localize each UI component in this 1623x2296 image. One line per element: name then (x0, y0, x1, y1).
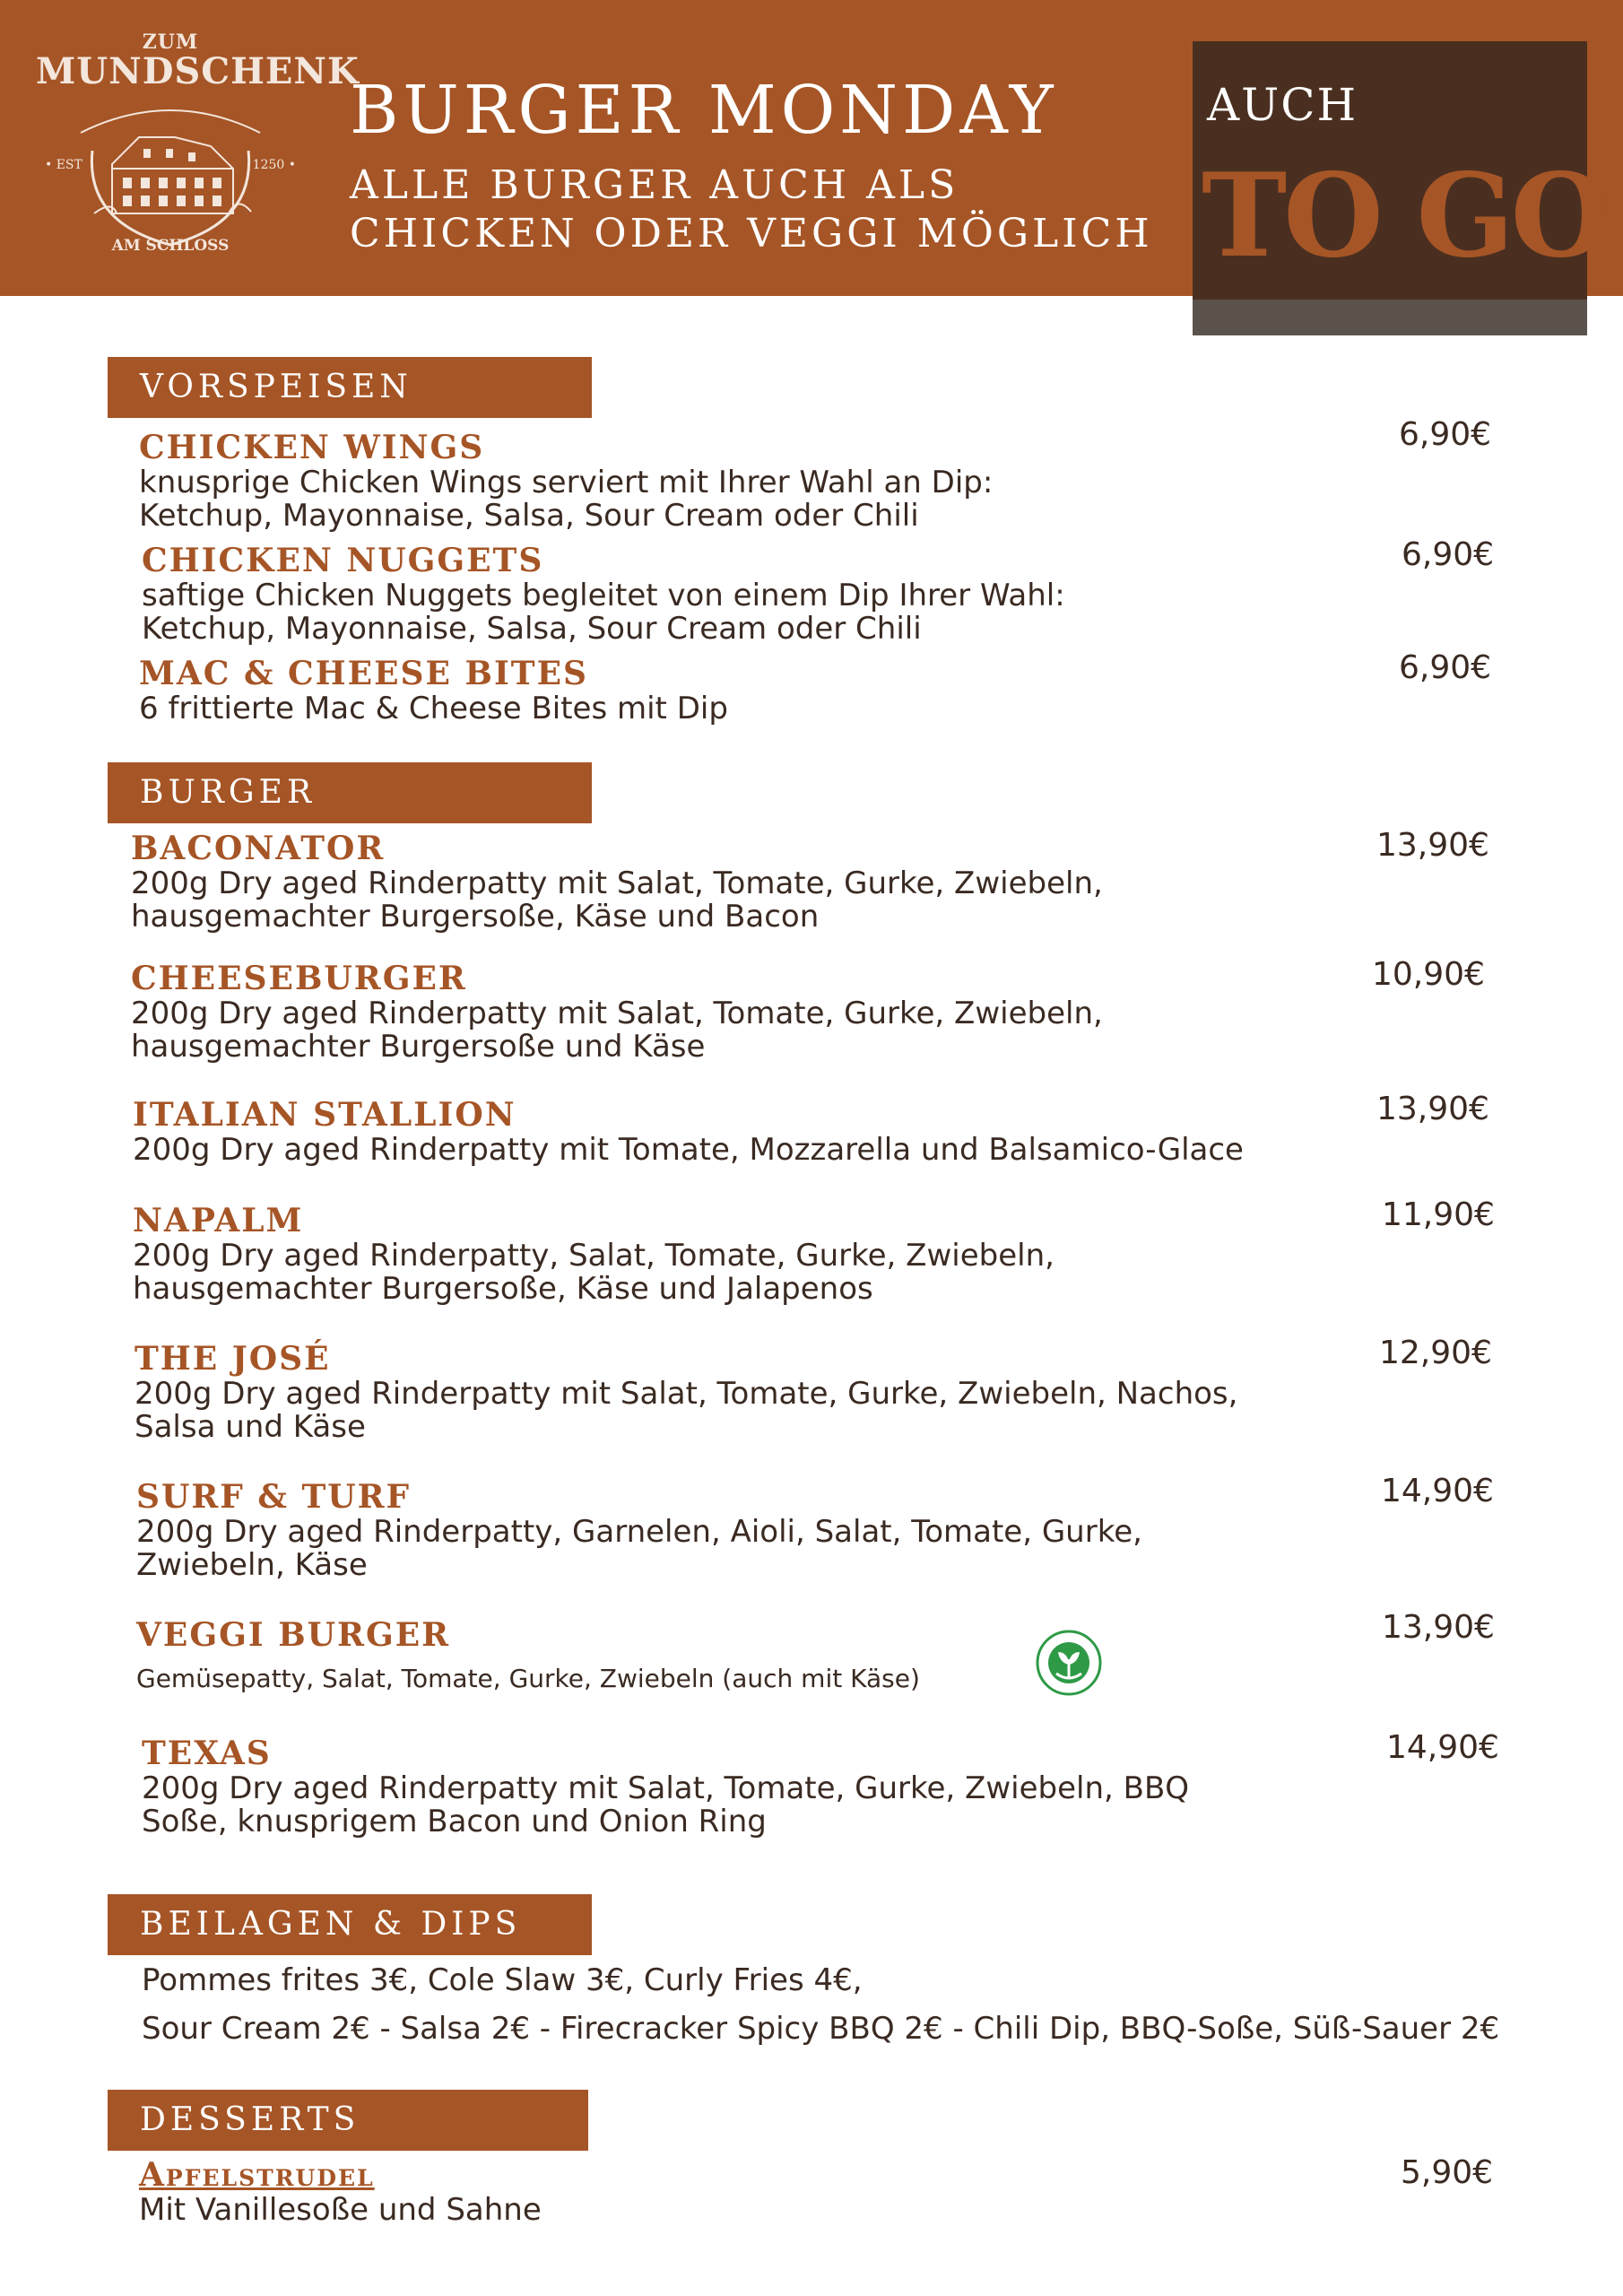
item-price: 13,90€ (1376, 827, 1489, 864)
menu-item (136, 1616, 1571, 1697)
menu-item (142, 542, 1576, 646)
building-illustration-icon (76, 97, 265, 249)
item-name: Apfelstrudel (139, 2156, 375, 2194)
auch-label: AUCH (1207, 79, 1358, 131)
item-price: 13,90€ (1382, 1609, 1495, 1646)
menu-item (133, 1202, 1567, 1306)
item-name: CHEESEBURGER (131, 960, 467, 997)
subtitle-line-1: ALLE BURGER AUCH ALS (350, 162, 959, 208)
item-price: 5,90€ (1401, 2154, 1494, 2191)
menu-item (139, 2156, 1574, 2227)
item-description: 6 frittierte Mac & Cheese Bites mit Dip (139, 691, 728, 726)
to-go-label: TO GO (1202, 149, 1608, 283)
item-price: 6,90€ (1399, 416, 1492, 453)
menu-item (131, 960, 1566, 1064)
menu-item (131, 830, 1566, 934)
item-price: 14,90€ (1386, 1729, 1499, 1766)
item-name: THE JOSÉ (135, 1340, 331, 1378)
item-description: Gemüsepatty, Salat, Tomate, Gurke, Zwiebeln (auch mit Käse) (136, 1664, 920, 1693)
item-name: NAPALM (133, 1202, 304, 1239)
item-name: ITALIAN STALLION (133, 1096, 516, 1134)
item-price: 12,90€ (1379, 1335, 1492, 1371)
menu-item (139, 655, 1574, 726)
section-heading-vorspeisen: VORSPEISEN (108, 357, 592, 418)
item-price: 11,90€ (1382, 1196, 1495, 1233)
item-name: BACONATOR (131, 830, 386, 867)
item-name: CHICKEN WINGS (139, 429, 485, 466)
item-description: 200g Dry aged Rinderpatty mit Tomate, Mozzarella und Balsamico-Glace (133, 1132, 1244, 1168)
menu-item (142, 1735, 1576, 1839)
item-name: MAC & CHEESE BITES (139, 655, 589, 692)
item-description: 200g Dry aged Rinderpatty, Garnelen, Aioli, Salat, Tomate, Gurke, Zwiebeln, Käse (136, 1514, 1142, 1583)
logo-top-text: ZUM (142, 30, 199, 54)
page-subtitle (350, 161, 1153, 258)
section-heading-beilagen: BEILAGEN & DIPS (108, 1894, 592, 1955)
menu-item (136, 1478, 1571, 1582)
item-price: 10,90€ (1372, 956, 1485, 993)
item-price: 6,90€ (1402, 536, 1495, 573)
page-title: BURGER MONDAY (350, 72, 1058, 149)
item-price: 13,90€ (1376, 1091, 1489, 1127)
logo-bottom-text: AM SCHLOSS (111, 237, 230, 255)
item-description: 200g Dry aged Rinderpatty, Salat, Tomate, Gurke, Zwiebeln, hausgemachter Burgersoße, Käse und Jalapenos (133, 1238, 1055, 1307)
item-description: saftige Chicken Nuggets begleitet von einem Dip Ihrer Wahl: Ketchup, Mayonnaise, Salsa, Sour Cream oder Chili (142, 578, 1065, 647)
section-heading-burger: BURGER (108, 762, 592, 823)
item-name: VEGGI BURGER (136, 1616, 451, 1654)
item-name: CHICKEN NUGGETS (142, 542, 544, 579)
sides-line-2: Sour Cream 2€ - Salsa 2€ - Firecracker Spicy BBQ 2€ - Chili Dip, BBQ-Soße, Süß-Sauer 2€ (142, 2011, 1500, 2047)
item-name: TEXAS (142, 1735, 272, 1772)
logo-year: 1250 • (252, 158, 296, 172)
menu-item (133, 1096, 1567, 1167)
menu-item (139, 429, 1574, 533)
subtitle-line-2: CHICKEN ODER VEGGI MÖGLICH (350, 211, 1153, 257)
logo-est: • EST (45, 158, 82, 172)
section-heading-desserts: DESSERTS (108, 2090, 588, 2151)
item-description: 200g Dry aged Rinderpatty mit Salat, Tomate, Gurke, Zwiebeln, hausgemachter Burgersoße, Käse und Bacon (131, 865, 1103, 935)
sides-line-1: Pommes frites 3€, Cole Slaw 3€, Curly Fries 4€, (142, 1962, 863, 1998)
restaurant-logo (36, 25, 360, 276)
to-go-box (1193, 41, 1608, 335)
vegetarian-badge-icon (1035, 1629, 1103, 1697)
item-price: 6,90€ (1399, 649, 1492, 686)
to-go-box-footer (1193, 300, 1587, 335)
menu-item (135, 1340, 1569, 1444)
item-description: 200g Dry aged Rinderpatty mit Salat, Tomate, Gurke, Zwiebeln, hausgemachter Burgersoße und Käse (131, 996, 1103, 1065)
item-description: Mit Vanillesoße und Sahne (139, 2192, 542, 2228)
item-description: knusprige Chicken Wings serviert mit Ihrer Wahl an Dip: Ketchup, Mayonnaise, Salsa, Sour Cream oder Chili (139, 465, 994, 534)
logo-name: MUNDSCHENK (36, 50, 360, 92)
item-description: 200g Dry aged Rinderpatty mit Salat, Tomate, Gurke, Zwiebeln, BBQ Soße, knusprigem Bacon und Onion Ring (142, 1770, 1190, 1839)
item-description: 200g Dry aged Rinderpatty mit Salat, Tomate, Gurke, Zwiebeln, Nachos, Salsa und Käse (135, 1376, 1238, 1445)
item-price: 14,90€ (1381, 1473, 1494, 1509)
item-name: SURF & TURF (136, 1478, 412, 1516)
